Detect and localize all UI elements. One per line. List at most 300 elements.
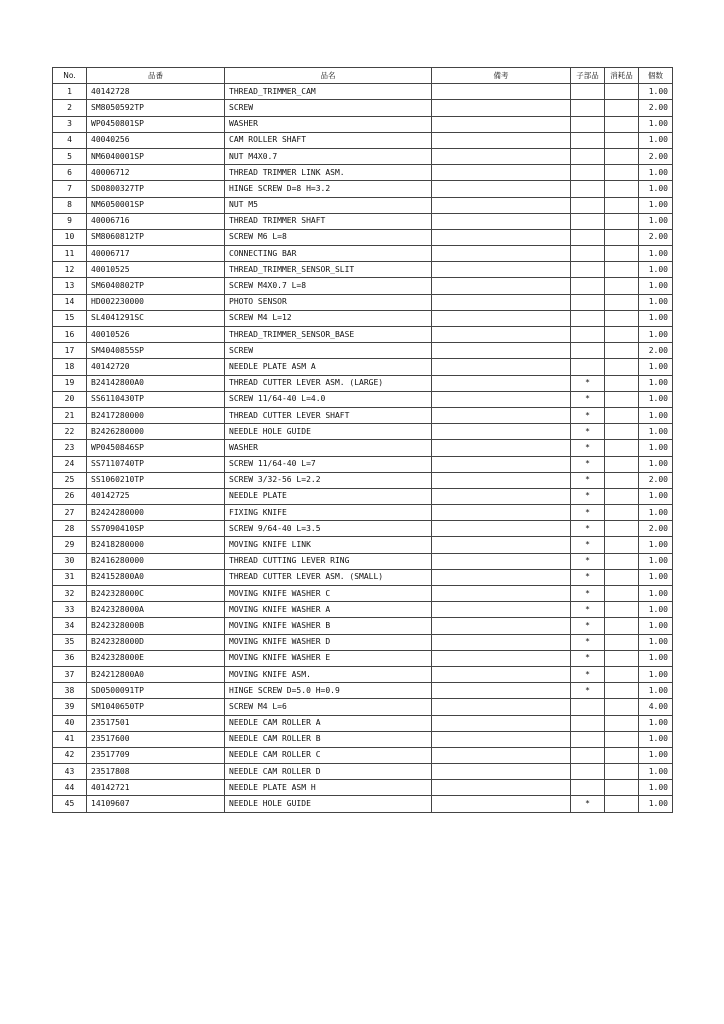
cell-no: 3 (53, 116, 87, 132)
cell-part-name: WASHER (225, 116, 432, 132)
cell-no: 35 (53, 634, 87, 650)
cell-consumable-mark (605, 553, 639, 569)
cell-sub-part-mark (571, 359, 605, 375)
cell-remarks (432, 683, 571, 699)
cell-part-name: SCREW M4X0.7 L=8 (225, 278, 432, 294)
cell-no: 4 (53, 132, 87, 148)
cell-remarks (432, 747, 571, 763)
cell-part-number: NM6040001SP (87, 148, 225, 164)
cell-sub-part-mark (571, 132, 605, 148)
cell-remarks (432, 262, 571, 278)
cell-no: 22 (53, 424, 87, 440)
header-quantity: 個数 (639, 68, 673, 84)
cell-part-name: SCREW (225, 343, 432, 359)
cell-consumable-mark (605, 278, 639, 294)
cell-part-name: CONNECTING BAR (225, 246, 432, 262)
cell-no: 14 (53, 294, 87, 310)
cell-part-number: B242328000C (87, 586, 225, 602)
cell-sub-part-mark: * (571, 505, 605, 521)
cell-remarks (432, 764, 571, 780)
cell-part-name: SCREW M4 L=6 (225, 699, 432, 715)
cell-remarks (432, 343, 571, 359)
cell-sub-part-mark (571, 780, 605, 796)
cell-no: 11 (53, 246, 87, 262)
cell-no: 5 (53, 148, 87, 164)
table-row (53, 100, 673, 116)
cell-no: 39 (53, 699, 87, 715)
cell-consumable-mark (605, 229, 639, 245)
cell-consumable-mark (605, 488, 639, 504)
cell-part-number: B242328000E (87, 650, 225, 666)
cell-consumable-mark (605, 747, 639, 763)
cell-sub-part-mark (571, 116, 605, 132)
cell-quantity: 1.00 (639, 666, 673, 682)
cell-quantity: 1.00 (639, 132, 673, 148)
cell-sub-part-mark: * (571, 440, 605, 456)
cell-remarks (432, 666, 571, 682)
cell-remarks (432, 521, 571, 537)
cell-quantity: 1.00 (639, 537, 673, 553)
cell-quantity: 1.00 (639, 246, 673, 262)
cell-part-name: SCREW 11/64-40 L=7 (225, 456, 432, 472)
cell-sub-part-mark: * (571, 472, 605, 488)
cell-consumable-mark (605, 618, 639, 634)
cell-part-number: SS7110740TP (87, 456, 225, 472)
cell-part-name: THREAD CUTTER LEVER SHAFT (225, 407, 432, 423)
cell-no: 21 (53, 407, 87, 423)
cell-sub-part-mark: * (571, 650, 605, 666)
cell-remarks (432, 488, 571, 504)
table-row (53, 310, 673, 326)
cell-remarks (432, 246, 571, 262)
cell-consumable-mark (605, 602, 639, 618)
cell-part-number: 23517600 (87, 731, 225, 747)
cell-no: 12 (53, 262, 87, 278)
cell-consumable-mark (605, 456, 639, 472)
cell-part-name: MOVING KNIFE WASHER C (225, 586, 432, 602)
table-row (53, 197, 673, 213)
cell-quantity: 1.00 (639, 359, 673, 375)
cell-sub-part-mark (571, 747, 605, 763)
cell-consumable-mark (605, 683, 639, 699)
cell-sub-part-mark (571, 246, 605, 262)
cell-remarks (432, 375, 571, 391)
table-row (53, 683, 673, 699)
header-consumable: 消耗品 (605, 68, 639, 84)
cell-remarks (432, 634, 571, 650)
cell-remarks (432, 278, 571, 294)
header-remarks: 備考 (432, 68, 571, 84)
cell-part-name: PHOTO SENSOR (225, 294, 432, 310)
table-row (53, 731, 673, 747)
cell-quantity: 1.00 (639, 586, 673, 602)
cell-part-name: NEEDLE PLATE (225, 488, 432, 504)
cell-consumable-mark (605, 780, 639, 796)
table-row (53, 537, 673, 553)
cell-part-name: SCREW M6 L=8 (225, 229, 432, 245)
cell-no: 25 (53, 472, 87, 488)
cell-quantity: 1.00 (639, 424, 673, 440)
cell-consumable-mark (605, 715, 639, 731)
cell-part-name: FIXING KNIFE (225, 505, 432, 521)
cell-quantity: 1.00 (639, 262, 673, 278)
table-row (53, 650, 673, 666)
header-row (53, 68, 673, 84)
cell-sub-part-mark: * (571, 796, 605, 812)
cell-part-number: 40040256 (87, 132, 225, 148)
cell-no: 30 (53, 553, 87, 569)
cell-part-number: SS6110430TP (87, 391, 225, 407)
cell-no: 10 (53, 229, 87, 245)
cell-part-number: 40142721 (87, 780, 225, 796)
table-row (53, 602, 673, 618)
cell-sub-part-mark: * (571, 375, 605, 391)
table-row (53, 262, 673, 278)
table-row (53, 472, 673, 488)
table-row (53, 553, 673, 569)
cell-remarks (432, 359, 571, 375)
cell-quantity: 4.00 (639, 699, 673, 715)
cell-consumable-mark (605, 327, 639, 343)
cell-part-name: MOVING KNIFE LINK (225, 537, 432, 553)
cell-quantity: 1.00 (639, 116, 673, 132)
cell-part-number: SS1060210TP (87, 472, 225, 488)
cell-part-name: HINGE SCREW D=8 H=3.2 (225, 181, 432, 197)
cell-consumable-mark (605, 407, 639, 423)
cell-no: 41 (53, 731, 87, 747)
cell-part-name: MOVING KNIFE WASHER E (225, 650, 432, 666)
cell-no: 8 (53, 197, 87, 213)
cell-no: 20 (53, 391, 87, 407)
table-row (53, 764, 673, 780)
cell-sub-part-mark: * (571, 424, 605, 440)
cell-no: 24 (53, 456, 87, 472)
cell-part-number: B2424280000 (87, 505, 225, 521)
cell-sub-part-mark: * (571, 391, 605, 407)
cell-part-number: SM8050592TP (87, 100, 225, 116)
cell-no: 23 (53, 440, 87, 456)
cell-consumable-mark (605, 521, 639, 537)
cell-quantity: 1.00 (639, 683, 673, 699)
cell-consumable-mark (605, 375, 639, 391)
cell-consumable-mark (605, 569, 639, 585)
table-row (53, 116, 673, 132)
cell-no: 9 (53, 213, 87, 229)
cell-consumable-mark (605, 310, 639, 326)
cell-part-name: THREAD CUTTING LEVER RING (225, 553, 432, 569)
cell-part-name: THREAD TRIMMER LINK ASM. (225, 165, 432, 181)
cell-quantity: 1.00 (639, 278, 673, 294)
cell-no: 34 (53, 618, 87, 634)
cell-consumable-mark (605, 84, 639, 100)
cell-quantity: 1.00 (639, 602, 673, 618)
cell-no: 15 (53, 310, 87, 326)
cell-part-name: SCREW 9/64-40 L=3.5 (225, 521, 432, 537)
cell-remarks (432, 780, 571, 796)
cell-consumable-mark (605, 440, 639, 456)
cell-quantity: 1.00 (639, 375, 673, 391)
cell-part-number: B242328000D (87, 634, 225, 650)
cell-part-number: B242328000A (87, 602, 225, 618)
cell-sub-part-mark (571, 213, 605, 229)
cell-consumable-mark (605, 197, 639, 213)
cell-remarks (432, 586, 571, 602)
table-row (53, 213, 673, 229)
cell-part-number: WP0450801SP (87, 116, 225, 132)
cell-no: 17 (53, 343, 87, 359)
cell-quantity: 2.00 (639, 343, 673, 359)
table-row (53, 148, 673, 164)
cell-part-number: B2417280000 (87, 407, 225, 423)
cell-no: 2 (53, 100, 87, 116)
table-row (53, 407, 673, 423)
cell-sub-part-mark: * (571, 586, 605, 602)
cell-sub-part-mark (571, 327, 605, 343)
cell-quantity: 1.00 (639, 731, 673, 747)
cell-consumable-mark (605, 343, 639, 359)
cell-quantity: 1.00 (639, 747, 673, 763)
cell-quantity: 1.00 (639, 505, 673, 521)
cell-part-number: B24212800A0 (87, 666, 225, 682)
table-body (53, 84, 673, 812)
cell-consumable-mark (605, 213, 639, 229)
cell-part-number: SD0800327TP (87, 181, 225, 197)
header-part-number: 品番 (87, 68, 225, 84)
cell-sub-part-mark: * (571, 569, 605, 585)
table-header (53, 68, 673, 84)
cell-sub-part-mark: * (571, 553, 605, 569)
cell-sub-part-mark: * (571, 634, 605, 650)
cell-no: 43 (53, 764, 87, 780)
cell-no: 42 (53, 747, 87, 763)
cell-quantity: 2.00 (639, 100, 673, 116)
cell-remarks (432, 100, 571, 116)
cell-remarks (432, 796, 571, 812)
cell-sub-part-mark (571, 343, 605, 359)
cell-no: 36 (53, 650, 87, 666)
cell-part-name: MOVING KNIFE WASHER A (225, 602, 432, 618)
cell-quantity: 1.00 (639, 391, 673, 407)
cell-no: 6 (53, 165, 87, 181)
table-row (53, 424, 673, 440)
cell-part-number: 40010525 (87, 262, 225, 278)
cell-part-name: THREAD_TRIMMER_SENSOR_SLIT (225, 262, 432, 278)
cell-part-number: SL4041291SC (87, 310, 225, 326)
cell-quantity: 1.00 (639, 569, 673, 585)
table-row (53, 327, 673, 343)
cell-consumable-mark (605, 666, 639, 682)
cell-remarks (432, 424, 571, 440)
cell-no: 31 (53, 569, 87, 585)
cell-consumable-mark (605, 100, 639, 116)
cell-sub-part-mark (571, 197, 605, 213)
cell-part-name: SCREW 3/32-56 L=2.2 (225, 472, 432, 488)
cell-sub-part-mark (571, 148, 605, 164)
cell-part-number: B2418280000 (87, 537, 225, 553)
cell-remarks (432, 229, 571, 245)
cell-remarks (432, 310, 571, 326)
cell-sub-part-mark (571, 181, 605, 197)
cell-quantity: 1.00 (639, 618, 673, 634)
cell-part-name: HINGE SCREW D=5.0 H=0.9 (225, 683, 432, 699)
cell-quantity: 1.00 (639, 294, 673, 310)
cell-quantity: 1.00 (639, 407, 673, 423)
cell-quantity: 1.00 (639, 634, 673, 650)
cell-quantity: 2.00 (639, 229, 673, 245)
cell-sub-part-mark (571, 699, 605, 715)
table-row (53, 634, 673, 650)
cell-consumable-mark (605, 181, 639, 197)
cell-remarks (432, 537, 571, 553)
cell-part-name: THREAD TRIMMER SHAFT (225, 213, 432, 229)
cell-remarks (432, 456, 571, 472)
cell-no: 13 (53, 278, 87, 294)
cell-part-number: NM6050001SP (87, 197, 225, 213)
cell-sub-part-mark: * (571, 683, 605, 699)
cell-quantity: 1.00 (639, 197, 673, 213)
cell-part-name: WASHER (225, 440, 432, 456)
cell-sub-part-mark (571, 731, 605, 747)
cell-remarks (432, 569, 571, 585)
cell-part-name: MOVING KNIFE WASHER B (225, 618, 432, 634)
table-row (53, 181, 673, 197)
cell-consumable-mark (605, 294, 639, 310)
cell-consumable-mark (605, 391, 639, 407)
cell-remarks (432, 116, 571, 132)
cell-part-number: B24142800A0 (87, 375, 225, 391)
table-row (53, 521, 673, 537)
cell-part-number: SM4040855SP (87, 343, 225, 359)
cell-consumable-mark (605, 246, 639, 262)
header-sub-part: 子部品 (571, 68, 605, 84)
cell-quantity: 1.00 (639, 780, 673, 796)
cell-remarks (432, 472, 571, 488)
cell-consumable-mark (605, 148, 639, 164)
cell-no: 27 (53, 505, 87, 521)
cell-consumable-mark (605, 472, 639, 488)
cell-remarks (432, 84, 571, 100)
cell-quantity: 1.00 (639, 796, 673, 812)
cell-remarks (432, 165, 571, 181)
cell-part-number: HD002230000 (87, 294, 225, 310)
cell-sub-part-mark: * (571, 618, 605, 634)
cell-part-name: CAM ROLLER SHAFT (225, 132, 432, 148)
cell-part-name: THREAD CUTTER LEVER ASM. (SMALL) (225, 569, 432, 585)
table-row (53, 229, 673, 245)
cell-part-number: 40006716 (87, 213, 225, 229)
cell-quantity: 1.00 (639, 327, 673, 343)
cell-no: 44 (53, 780, 87, 796)
cell-quantity: 1.00 (639, 84, 673, 100)
cell-no: 1 (53, 84, 87, 100)
header-part-name: 品名 (225, 68, 432, 84)
cell-remarks (432, 391, 571, 407)
cell-part-name: NEEDLE CAM ROLLER B (225, 731, 432, 747)
cell-part-number: 40006712 (87, 165, 225, 181)
cell-part-number: B2426280000 (87, 424, 225, 440)
cell-sub-part-mark (571, 100, 605, 116)
cell-remarks (432, 715, 571, 731)
cell-part-number: SM1040650TP (87, 699, 225, 715)
cell-sub-part-mark: * (571, 602, 605, 618)
cell-sub-part-mark (571, 294, 605, 310)
cell-no: 29 (53, 537, 87, 553)
table-row (53, 84, 673, 100)
table-row (53, 375, 673, 391)
cell-part-name: NEEDLE HOLE GUIDE (225, 796, 432, 812)
cell-part-number: B2416280000 (87, 553, 225, 569)
table-row (53, 246, 673, 262)
table-row (53, 780, 673, 796)
cell-remarks (432, 650, 571, 666)
cell-part-name: MOVING KNIFE ASM. (225, 666, 432, 682)
cell-consumable-mark (605, 116, 639, 132)
cell-part-name: NUT M5 (225, 197, 432, 213)
cell-quantity: 1.00 (639, 715, 673, 731)
cell-consumable-mark (605, 634, 639, 650)
table-row (53, 359, 673, 375)
cell-no: 18 (53, 359, 87, 375)
cell-sub-part-mark: * (571, 456, 605, 472)
cell-no: 33 (53, 602, 87, 618)
cell-quantity: 1.00 (639, 650, 673, 666)
cell-quantity: 2.00 (639, 472, 673, 488)
cell-consumable-mark (605, 764, 639, 780)
cell-part-number: 40142720 (87, 359, 225, 375)
cell-quantity: 1.00 (639, 440, 673, 456)
cell-sub-part-mark (571, 764, 605, 780)
table-row (53, 586, 673, 602)
cell-sub-part-mark (571, 229, 605, 245)
cell-part-number: 40010526 (87, 327, 225, 343)
cell-sub-part-mark (571, 165, 605, 181)
cell-part-number: 14109607 (87, 796, 225, 812)
cell-sub-part-mark (571, 262, 605, 278)
cell-no: 37 (53, 666, 87, 682)
cell-part-name: SCREW M4 L=12 (225, 310, 432, 326)
cell-no: 19 (53, 375, 87, 391)
cell-quantity: 1.00 (639, 764, 673, 780)
cell-no: 7 (53, 181, 87, 197)
cell-remarks (432, 197, 571, 213)
table-row (53, 618, 673, 634)
cell-part-number: 23517501 (87, 715, 225, 731)
cell-sub-part-mark: * (571, 521, 605, 537)
cell-remarks (432, 407, 571, 423)
cell-no: 38 (53, 683, 87, 699)
cell-quantity: 1.00 (639, 456, 673, 472)
cell-consumable-mark (605, 132, 639, 148)
cell-remarks (432, 553, 571, 569)
cell-part-name: THREAD CUTTER LEVER ASM. (LARGE) (225, 375, 432, 391)
cell-part-number: 23517808 (87, 764, 225, 780)
cell-part-number: 23517709 (87, 747, 225, 763)
cell-consumable-mark (605, 650, 639, 666)
cell-sub-part-mark (571, 715, 605, 731)
table-row (53, 715, 673, 731)
cell-remarks (432, 505, 571, 521)
cell-part-name: NUT M4X0.7 (225, 148, 432, 164)
cell-part-number: 40142725 (87, 488, 225, 504)
cell-part-number: 40006717 (87, 246, 225, 262)
cell-part-number: SD0500091TP (87, 683, 225, 699)
cell-consumable-mark (605, 424, 639, 440)
cell-no: 16 (53, 327, 87, 343)
table-row (53, 796, 673, 812)
table-row (53, 747, 673, 763)
table-row (53, 294, 673, 310)
cell-no: 40 (53, 715, 87, 731)
